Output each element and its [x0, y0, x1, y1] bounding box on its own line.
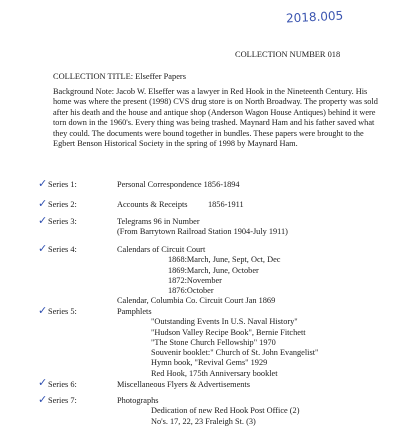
series-content — [117, 380, 250, 390]
handwritten-accession-note: 2018.005 — [285, 8, 344, 26]
series-content — [117, 307, 318, 379]
series-line: "Hudson Valley Recipe Book", Bernie Fitchett — [151, 327, 306, 337]
series-label: Series 2: — [48, 200, 77, 209]
series-content — [117, 245, 280, 307]
series-line: Souvenir booklet:" Church of St. John Evangelist" — [151, 348, 319, 358]
series-line: (From Barrytown Railroad Station 1904-July 1911) — [117, 227, 288, 237]
series-label: Series 3: — [48, 217, 77, 226]
checkmark-icon: ✓ — [38, 214, 48, 227]
series-label: Series 7: — [48, 396, 77, 405]
series-dates: 1856-1911 — [208, 200, 244, 209]
series-line: Accounts & Receipts — [117, 200, 188, 209]
series-line: "Outstanding Events In U.S. Naval History" — [151, 317, 298, 327]
series-content — [117, 180, 240, 190]
series-line: Red Hook, 175th Anniversary booklet — [151, 368, 278, 378]
collection-title: COLLECTION TITLE: Elseffer Papers — [53, 72, 186, 81]
series-line: Hymn book, "Revival Gems" 1929 — [151, 358, 268, 368]
series-line: Photographs — [117, 396, 159, 405]
series-label: Series 4: — [48, 245, 77, 254]
series-label: Series 1: — [48, 180, 77, 189]
series-line: No's. 17, 22, 23 Fraleigh St. (3) — [151, 416, 256, 426]
series-line: "The Stone Church Fellowship" 1970 — [151, 337, 276, 347]
series-label: Series 6: — [48, 380, 77, 389]
checkmark-icon: ✓ — [38, 304, 48, 317]
series-label: Series 5: — [48, 307, 77, 316]
series-line: Telegrams 96 in Number — [117, 217, 200, 226]
checkmark-icon: ✓ — [38, 393, 48, 406]
series-line: 1876:October — [168, 286, 214, 296]
series-line: Calendars of Circuit Court — [117, 245, 206, 254]
series-line: 1869:March, June, October — [168, 265, 259, 275]
series-content — [117, 396, 299, 427]
series-content — [117, 217, 288, 238]
checkmark-icon: ✓ — [38, 197, 48, 210]
series-line: 1868:March, June, Sept, Oct, Dec — [168, 255, 281, 265]
checkmark-icon: ✓ — [38, 376, 48, 389]
checkmark-icon: ✓ — [38, 242, 48, 255]
checkmark-icon: ✓ — [38, 177, 48, 190]
series-line: Calendar, Columbia Co. Circuit Court Jan 1869 — [117, 296, 276, 306]
series-line: Dedication of new Red Hook Post Office (2) — [151, 406, 300, 416]
series-line: Pamphlets — [117, 307, 152, 316]
series-line: Personal Correspondence 1856-1894 — [117, 180, 240, 189]
series-line: Miscellaneous Flyers & Advertisements — [117, 380, 250, 389]
series-line: 1872:November — [168, 275, 222, 285]
background-note: Background Note: Jacob W. Elseffer was a lawyer in Red Hook in the Nineteenth Century. His home was where the present (1998) CVS drug store is on North Broadway. The property was sold after his death and the house and antique shop (Anderson Wagon House Antiques) behind it were torn down in the 1960's. Every thing was being trashed. Maynard Ham and his father saved what they could. The documents were bound together in bundles. These papers were brought to the Egbert Benson Historical Society in the spring of 1998 by Maynard Ham. — [53, 87, 378, 149]
series-content — [117, 200, 188, 210]
collection-number: COLLECTION NUMBER 018 — [235, 50, 341, 59]
